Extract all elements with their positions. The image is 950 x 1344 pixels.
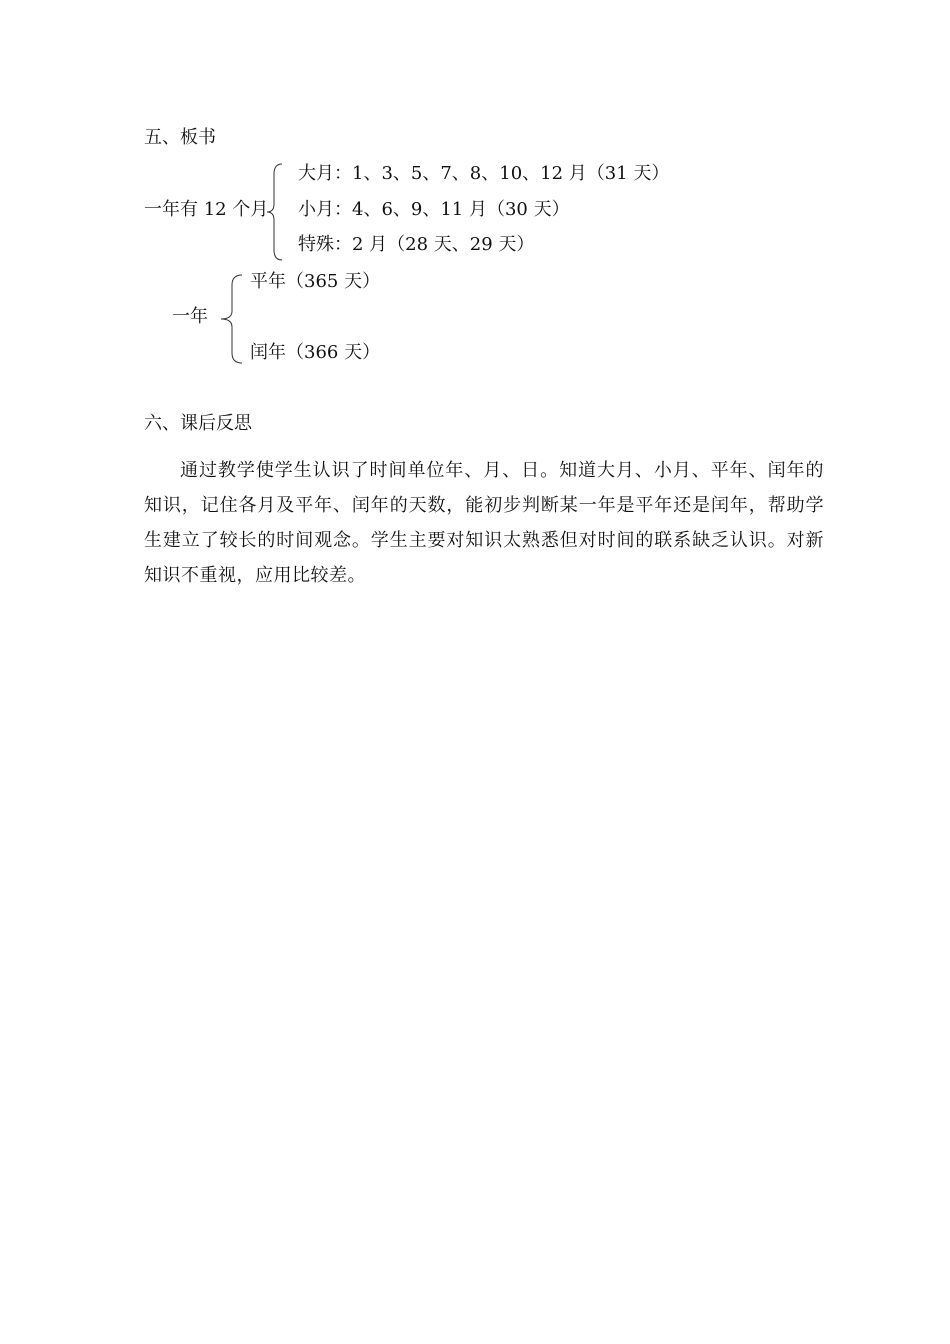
- section-heading-reflection: 六、课后反思: [144, 413, 252, 434]
- reflection-paragraph: 通过教学使学生认识了时间单位年、月、日。知道大月、小月、平年、闰年的知识，记住各月及平年、闰年的天数，能初步判断某一年是平年还是闰年，帮助学生建立了较长的时间观念。学生主要对知识太熟悉但对时间的联系缺乏认识。对新知识不重视，应用比较差。: [144, 460, 824, 586]
- months-root-label: 一年有 12 个月: [144, 199, 269, 220]
- months-item-big: 大月：1、3、5、7、8、10、12 月（31 天）: [298, 163, 670, 184]
- year-item-leap: 闰年（366 天）: [250, 342, 381, 363]
- year-root-label: 一年: [172, 306, 208, 327]
- months-item-small: 小月：4、6、9、11 月（30 天）: [298, 199, 570, 220]
- year-item-common: 平年（365 天）: [250, 271, 381, 292]
- months-brace: [264, 162, 284, 262]
- section-heading-board: 五、板书: [144, 127, 216, 148]
- year-brace: [218, 273, 244, 365]
- months-item-special: 特殊：2 月（28 天、29 天）: [298, 234, 535, 255]
